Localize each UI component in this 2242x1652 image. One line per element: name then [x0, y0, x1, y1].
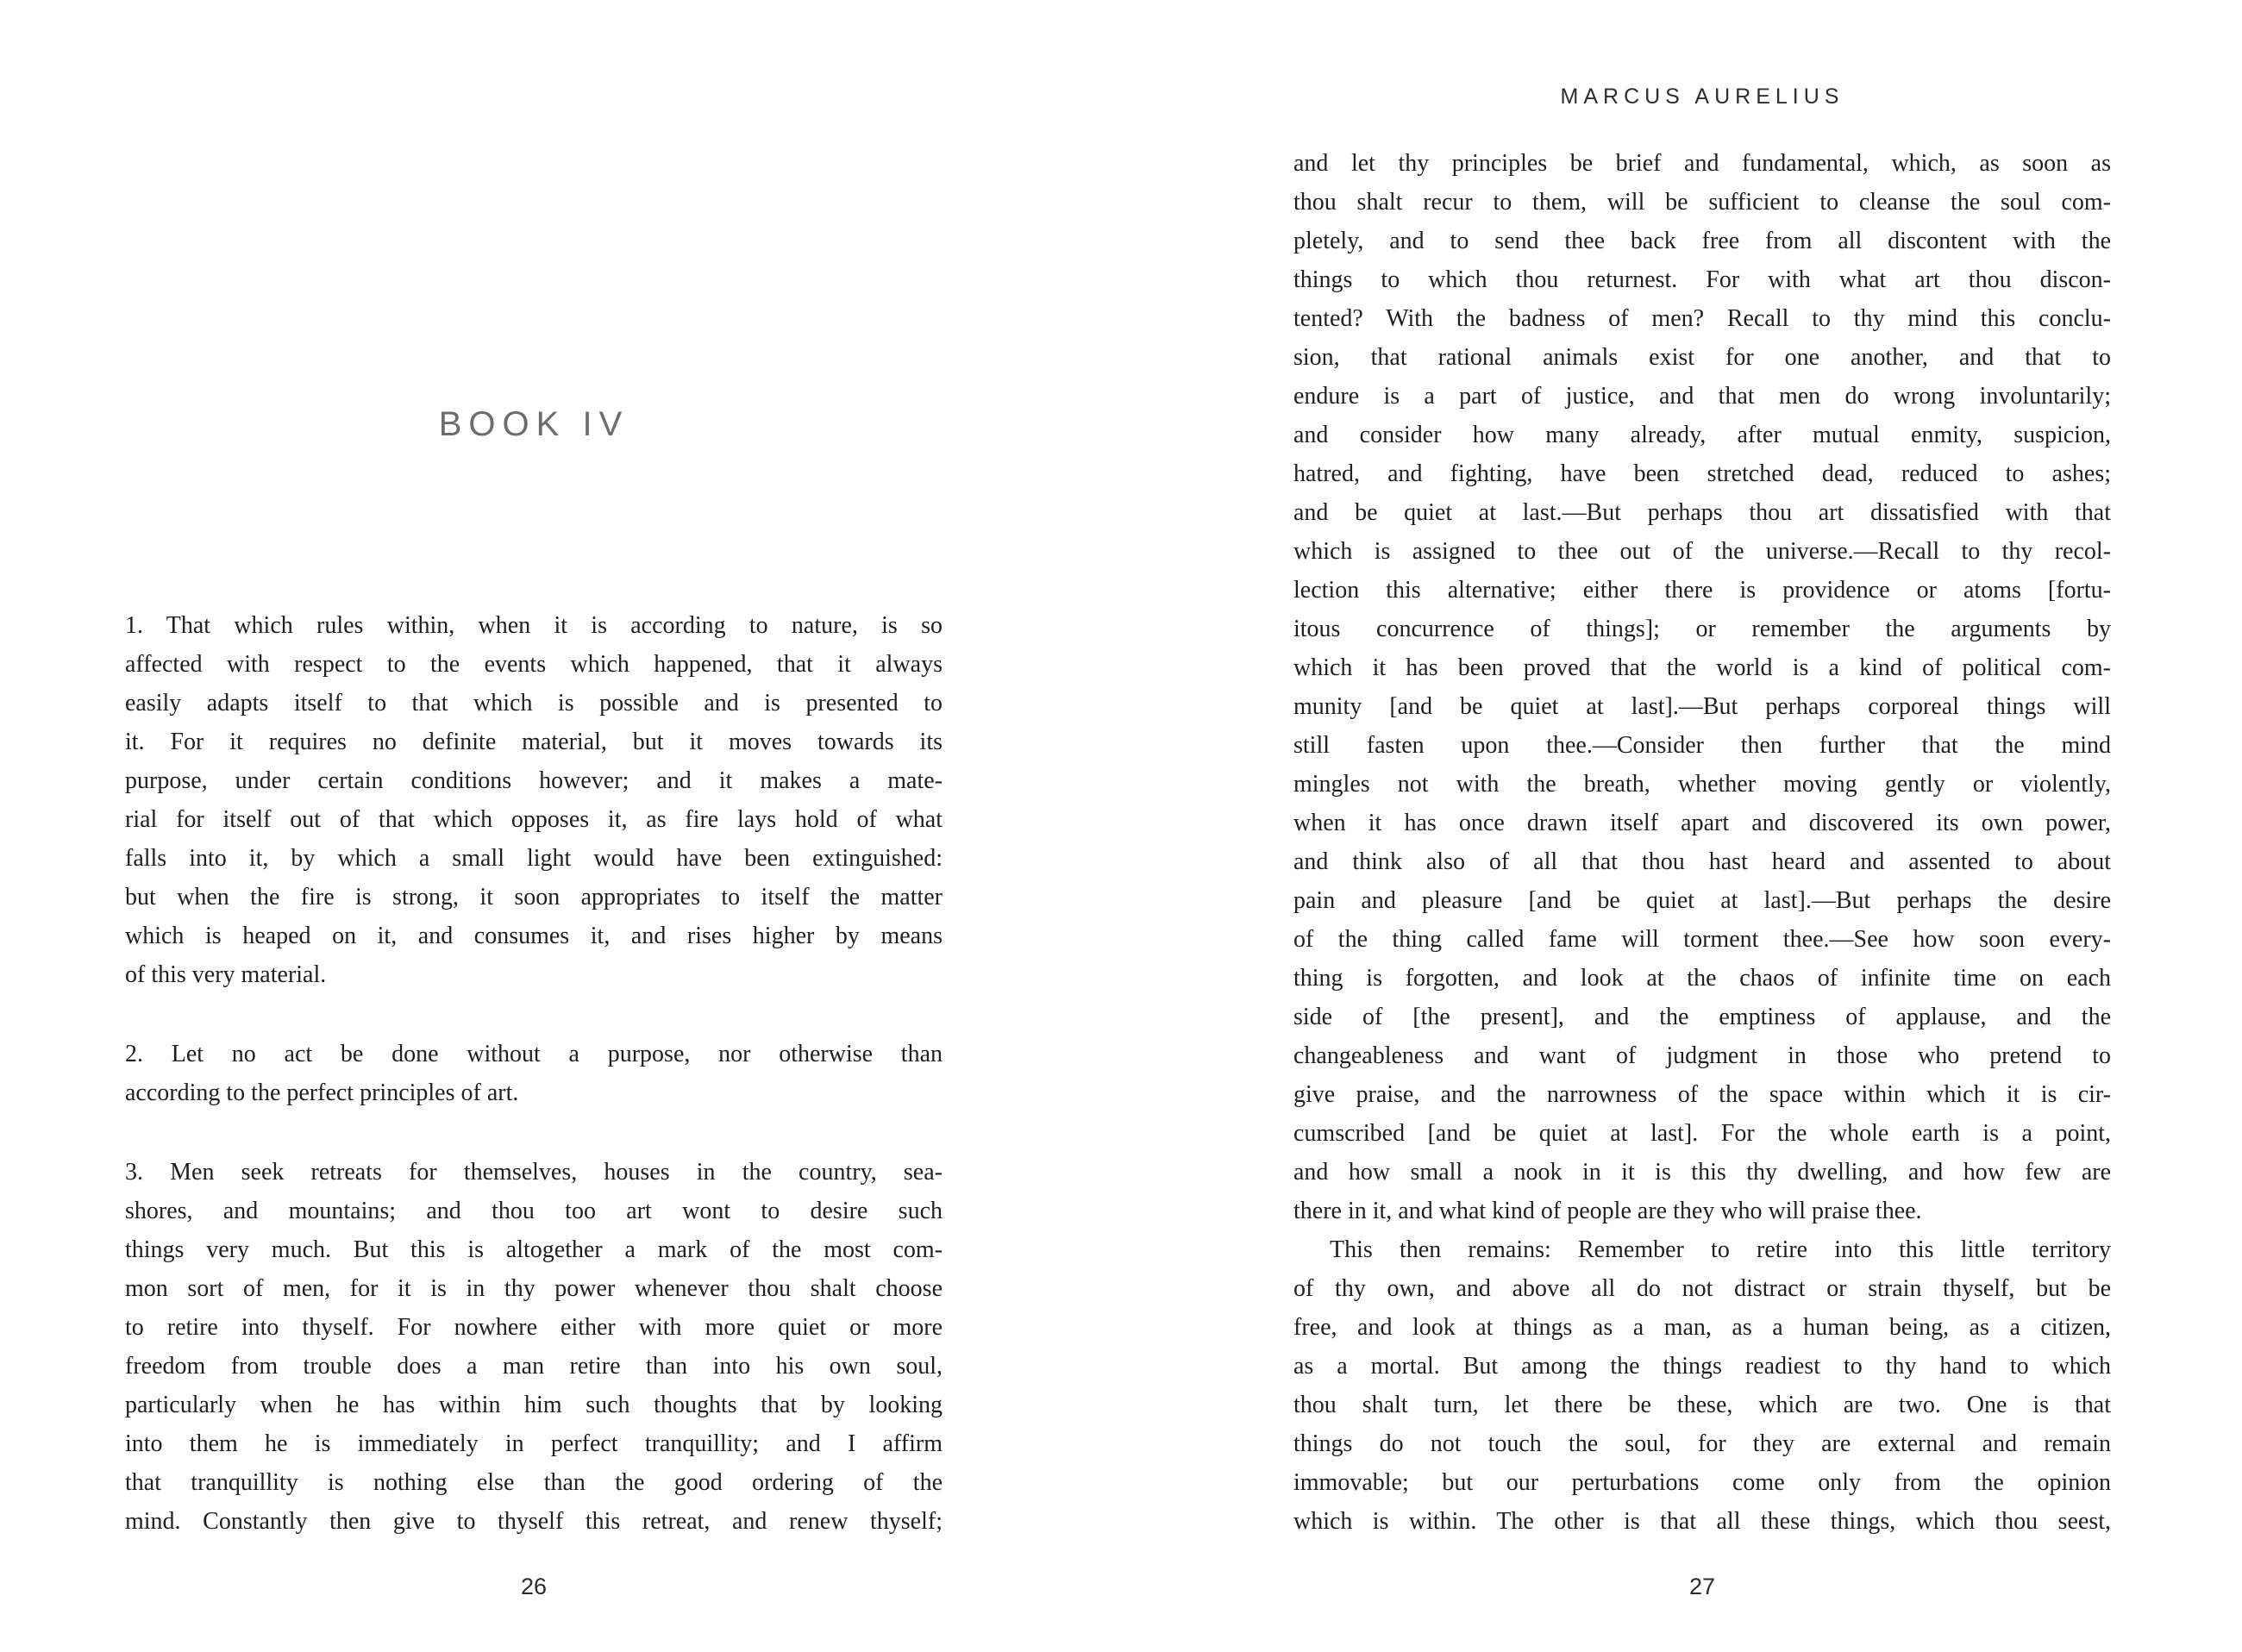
- page-number-left: 26: [520, 1574, 548, 1599]
- text-line: when it has once drawn itself apart and discovered its own power,: [1293, 810, 2111, 836]
- text-line: things do not touch the soul, for they are external and remain: [1293, 1430, 2111, 1457]
- paragraph: [125, 606, 943, 994]
- chapter-heading: BOOK IV: [438, 405, 629, 443]
- text-line: free, and look at things as a man, as a human being, as a citizen,: [1293, 1314, 2111, 1341]
- text-line: mingles not with the breath, whether moving gently or violently,: [1293, 771, 2111, 798]
- paragraph: [125, 1035, 943, 1112]
- text-line: munity [and be quiet at last].—But perhaps corporeal things will: [1293, 693, 2111, 720]
- text-line: and let thy principles be brief and fundamental, which, as soon as: [1293, 150, 2111, 177]
- text-line: and consider how many already, after mutual enmity, suspicion,: [1293, 422, 2111, 448]
- paragraph: [125, 1153, 943, 1541]
- text-line: as a mortal. But among the things readiest to thy hand to which: [1293, 1353, 2111, 1380]
- text-line: thing is forgotten, and look at the chaos of infinite time on each: [1293, 965, 2111, 992]
- text-line: 3. Men seek retreats for themselves, houses in the country, sea-: [125, 1159, 943, 1186]
- text-line: tented? With the badness of men? Recall to thy mind this conclu-: [1293, 305, 2111, 332]
- text-line: and think also of all that thou hast heard and assented to about: [1293, 848, 2111, 875]
- paragraph: [1293, 1230, 2111, 1541]
- text-line: which it has been proved that the world is a kind of political com-: [1293, 654, 2111, 681]
- text-line: hatred, and fighting, have been stretched dead, reduced to ashes;: [1293, 460, 2111, 487]
- text-line: that tranquillity is nothing else than the good ordering of the: [125, 1469, 943, 1496]
- text-line: and how small a nook in it is this thy dwelling, and how few are: [1293, 1159, 2111, 1186]
- text-line: itous concurrence of things]; or remember the arguments by: [1293, 616, 2111, 642]
- running-header: MARCUS AURELIUS: [1560, 84, 1844, 109]
- text-line: falls into it, by which a small light would have been extinguished:: [125, 845, 943, 872]
- text-line: endure is a part of justice, and that men do wrong involuntarily;: [1293, 383, 2111, 410]
- text-line: but when the fire is strong, it soon appropriates to itself the matter: [125, 884, 943, 910]
- text-line: which is heaped on it, and consumes it, and rises higher by means: [125, 923, 943, 949]
- text-line: purpose, under certain conditions however; and it makes a mate-: [125, 767, 943, 794]
- text-line: of thy own, and above all do not distract or strain thyself, but be: [1293, 1275, 2111, 1302]
- text-line: pain and pleasure [and be quiet at last].—But perhaps the desire: [1293, 887, 2111, 914]
- text-line: there in it, and what kind of people are they who will praise thee.: [1293, 1198, 1922, 1224]
- text-line: give praise, and the narrowness of the space within which it is cir-: [1293, 1081, 2111, 1108]
- text-line: freedom from trouble does a man retire than into his own soul,: [125, 1353, 943, 1380]
- text-line: things to which thou returnest. For with what art thou discon-: [1293, 266, 2111, 293]
- page-number-right: 27: [1688, 1574, 1716, 1599]
- text-line: sion, that rational animals exist for one another, and that to: [1293, 344, 2111, 371]
- text-line: changeableness and want of judgment in those who pretend to: [1293, 1042, 2111, 1069]
- page-right-body: [1293, 144, 2111, 1541]
- text-line: side of [the present], and the emptiness of applause, and the: [1293, 1004, 2111, 1030]
- text-line: which is within. The other is that all these things, which thou seest,: [1293, 1508, 2111, 1535]
- text-line: shores, and mountains; and thou too art wont to desire such: [125, 1198, 943, 1224]
- text-line: mon sort of men, for it is in thy power whenever thou shalt choose: [125, 1275, 943, 1302]
- text-line: thou shalt turn, let there be these, which are two. One is that: [1293, 1392, 2111, 1418]
- text-line: into them he is immediately in perfect tranquillity; and I affirm: [125, 1430, 943, 1457]
- text-line: still fasten upon thee.—Consider then further that the mind: [1293, 732, 2111, 759]
- text-line: This then remains: Remember to retire into this little territory: [1330, 1236, 2111, 1263]
- text-line: lection this alternative; either there is providence or atoms [fortu-: [1293, 577, 2111, 604]
- text-line: things very much. But this is altogether a mark of the most com-: [125, 1236, 943, 1263]
- page-right: [1293, 0, 2111, 1652]
- text-line: easily adapts itself to that which is possible and is presented to: [125, 690, 943, 716]
- text-line: affected with respect to the events which happened, that it always: [125, 651, 943, 678]
- text-line: rial for itself out of that which opposes it, as fire lays hold of what: [125, 806, 943, 833]
- paragraph: [1293, 144, 2111, 1230]
- page-left: [125, 0, 943, 1652]
- text-line: cumscribed [and be quiet at last]. For the whole earth is a point,: [1293, 1120, 2111, 1147]
- text-line: of the thing called fame will torment thee.—See how soon every-: [1293, 926, 2111, 953]
- text-line: mind. Constantly then give to thyself this retreat, and renew thyself;: [125, 1508, 943, 1535]
- text-line: according to the perfect principles of art.: [125, 1079, 519, 1106]
- text-line: and be quiet at last.—But perhaps thou art dissatisfied with that: [1293, 499, 2111, 526]
- text-line: immovable; but our perturbations come only from the opinion: [1293, 1469, 2111, 1496]
- text-line: of this very material.: [125, 961, 327, 988]
- text-line: particularly when he has within him such thoughts that by looking: [125, 1392, 943, 1418]
- text-line: which is assigned to thee out of the universe.—Recall to thy recol-: [1293, 538, 2111, 565]
- text-line: to retire into thyself. For nowhere either with more quiet or more: [125, 1314, 943, 1341]
- page-left-body: [125, 606, 943, 1541]
- text-line: 1. That which rules within, when it is according to nature, is so: [125, 612, 943, 639]
- text-line: pletely, and to send thee back free from all discontent with the: [1293, 228, 2111, 254]
- text-line: thou shalt recur to them, will be sufficient to cleanse the soul com-: [1293, 189, 2111, 216]
- text-line: 2. Let no act be done without a purpose, nor otherwise than: [125, 1041, 943, 1067]
- text-line: it. For it requires no definite material, but it moves towards its: [125, 729, 943, 755]
